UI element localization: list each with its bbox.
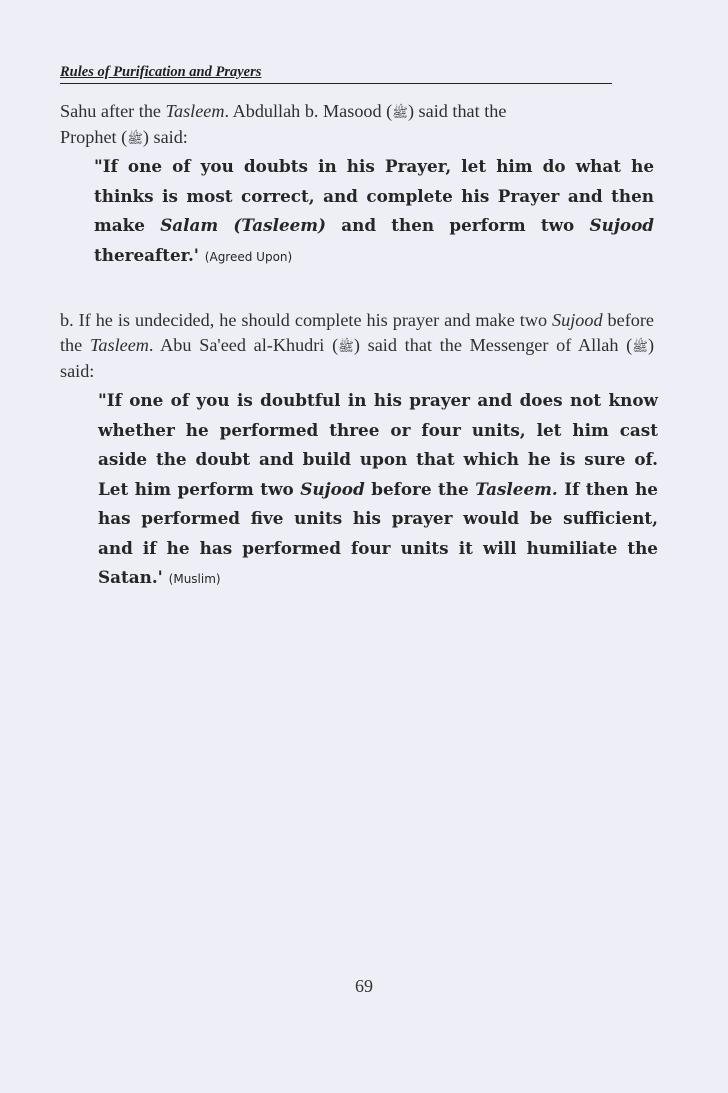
text: ) said that the [407,101,507,121]
text: If then he has performed five units his prayer would be sufficient, and if he has performed four units it will humiliate the Satan.' [98,478,658,587]
text: Sujood [589,215,655,235]
honorific-symbol: ﷺ [127,131,143,146]
honorific-symbol: ﷺ [392,105,408,120]
citation: (Agreed Upon) [204,249,293,264]
text: before the [364,478,476,499]
paragraph-2 [60,308,654,384]
text: "If one of you is doubtful in his prayer and does not know whether he performed three or four units, let him cast aside the doubt and build upon that which he is sure of. Let him perform two [98,390,658,499]
hadith-quote-1 [94,152,654,272]
text: Sujood [300,478,365,499]
text: "If one of you doubts in his Prayer, let him do what he thinks is most correct, and complete his Prayer and then make [94,156,654,235]
text: Tasleem [89,335,149,355]
text: b. If he is undecided, he should complete his prayer and make two [60,310,553,330]
text: . Abdullah b. Masood ( [224,101,393,121]
text: Tasleem [165,101,225,121]
text: Sujood [552,310,603,330]
text: Sahu after the [60,101,166,121]
text: ) said: [142,127,188,147]
text: ) said: [60,335,654,381]
text: Tasleem. [475,478,558,499]
text: before the [60,310,655,355]
honorific-symbol: ﷺ [632,339,648,354]
text: ) said that the Messenger of Allah ( [353,335,633,355]
hadith-quote-2 [98,386,658,595]
page-number: 69 [355,976,373,996]
text: and then perform two [326,215,590,235]
paragraph-1 [60,99,654,151]
running-header: Rules of Purification and Prayers [60,64,612,84]
text: Salam (Tasleem) [160,215,326,235]
text: Prophet ( [60,127,128,147]
honorific-symbol: ﷺ [338,339,354,354]
text: thereafter.' [94,244,199,265]
citation: (Muslim) [168,572,221,586]
text: . Abu Sa'eed al-Khudri ( [148,335,339,355]
